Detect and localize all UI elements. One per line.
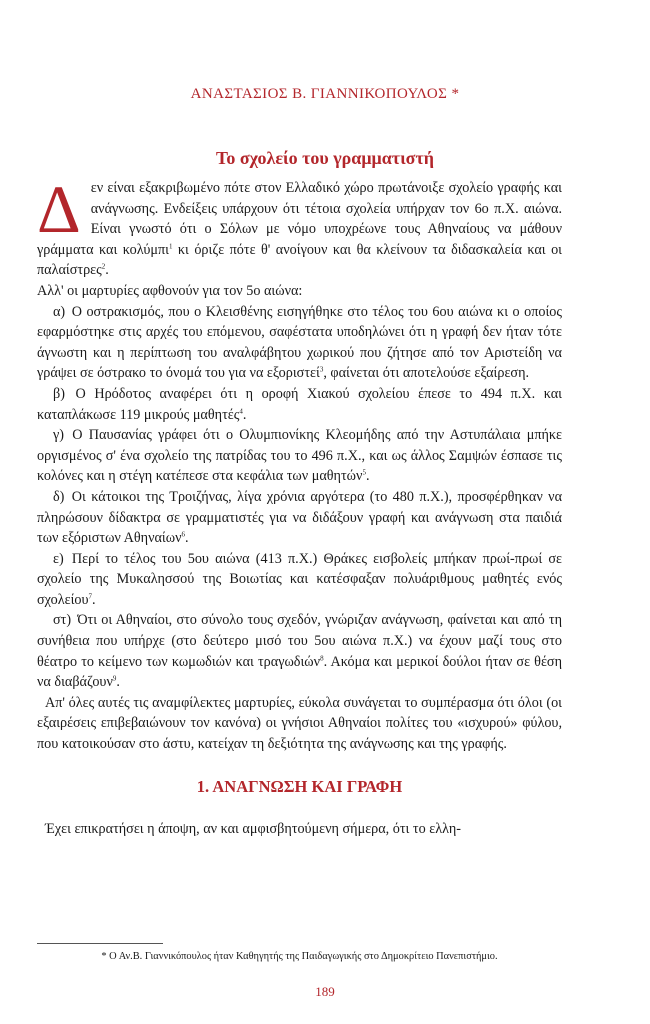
author-name: ΑΝΑΣΤΑΣΙΟΣ Β. ΓΙΑΝΝΙΚΟΠΟΥΛΟΣ * [190,86,460,102]
list-item-label: στ) [53,612,72,629]
footnote-ref-5[interactable]: 5 [362,468,366,477]
list-item-label: δ) [53,488,65,505]
article-title: Το σχολείο του γραμματιστή [216,148,434,168]
list-item-text: Οι κάτοικοι της Τροιζήνας, λίγα χρόνια αργότερα (το 480 π.Χ.), προσφέρθηκαν να πληρώσουν δίδακτρα σε γραμματιστές για να διδάξουν γραφή και ανάγνωση στα παιδιά των εξόριστων Αθηναίων [37,488,562,547]
list-item-label: α) [53,303,66,320]
footnote-ref-4[interactable]: 4 [239,406,243,415]
footnote-ref-1[interactable]: 1 [168,242,173,251]
footnote-ref-9[interactable]: 9 [112,674,117,683]
intro-text-a: εν είναι εξακριβωμένο πότε στον Ελλαδικό χώρο πρωτάνοιξε σχολείο γραφής και ανάγνωσης. Ενδείξεις υπάρχουν ότι τέτοια σχολεία υπήρχαν τον 6ο π.Χ. αιώνα. Είναι γνωστό ότι ο Σόλων με νόμο υποχρέωνε τους Αθηναίους να μάθουν γράμματα και κολύμπι [37,180,562,258]
list-item-d [37,487,562,549]
list-item-st [37,610,562,692]
list-item-text-mid: . Ακόμα και μερικοί δούλοι ήταν σε θέση να διαβάζουν [37,653,562,691]
list-item-text-end: , φαίνεται ότι αποτελούσε εξαίρεση. [323,365,530,382]
intro-text-c: . [105,262,109,279]
list-item-label: β) [53,385,65,402]
list-item-text: Ο οστρακισμός, που ο Κλεισθένης εισηγήθηκε στο τέλος του 6ου αιώνα κι ο οποίος εφαρμόστηκε στις αρχές του επόμενου, σαφέστατα υποδηλώνει ότι η γραφή δεν ήταν τότε άγνωστη και η περίπτωση του αναλφάβητου χωρικού που ζήτησε από τον Αριστείδη να γράψει σε όστρακο το όνομά του για να εξοριστεί [37,303,563,382]
intro-line-2: Αλλ' οι μαρτυρίες αφθονούν για τον 5ο αιώνα: [37,282,303,299]
list-item-c [37,425,562,487]
list-item-a [37,302,562,384]
intro-paragraph [37,171,562,281]
page-number: 189 [315,984,335,999]
list-item-text-end: . [185,530,189,547]
drop-cap: Δ [37,171,81,247]
list-item-b [37,384,562,425]
list-item-text: Ότι οι Αθηναίοι, στο σύνολο τους σχεδόν, γνώριζαν ανάγνωση, φαίνεται και από τη συνήθεια που υπήρχε (στο δεύτερο μισό του 5ου αιώνα π.Χ.) να έχουν μαζί τους στο θέατρο το κείμενο των κωμωδιών και τραγωδιών [37,612,562,670]
section-heading: 1. ΑΝΑΓΝΩΣΗ ΚΑΙ ΓΡΑΦΗ [196,776,403,796]
list-item-text-end: . [242,406,247,423]
footnote-ref-8[interactable]: 8 [320,653,324,662]
list-item-text: Περί το τέλος του 5ου αιώνα (413 π.Χ.) Θράκες εισβολείς μπήκαν πρωί-πρωί σε σχολείο της Μυκαλησσού της Βοιωτίας και κατέσφαξαν πολυάριθμους μαθητές ενός σχολείου [37,550,562,608]
footnote-ref-3[interactable]: 3 [319,365,324,374]
article-body [37,171,563,840]
footnote-divider [37,943,163,944]
list-item-text-end: . [92,591,96,608]
list-item-text-end: . [365,468,370,485]
list-item-label: γ) [53,427,64,444]
list-item-text: Ο Ηρόδοτος αναφέρει ότι η οροφή Χιακού σχολείου έπεσε το 494 π.Χ. και καταπλάκωσε 119 μικρούς μαθητές [37,385,562,423]
footnote-ref-7[interactable]: 7 [88,592,92,601]
list-item-e [37,549,562,611]
list-item-label: ε) [53,550,64,567]
list-item-text-end: . [116,674,120,691]
list-item-text: Ο Παυσανίας γράφει ότι ο Ολυμπιονίκης Κλεομήδης από την Αστυπάλαια μπήκε οργισμένος σ' ένα σχολείο της πατρίδας του το 496 π.Χ., και ως άλλος Σαμψών έσπασε τις κολόνες και η στέγη κατέπεσε στα κεφάλια των μαθητών [37,427,563,485]
footnote: * Ο Αν.Β. Γιαννικόπουλος ήταν Καθηγητής της Παιδαγωγικής στο Δημοκρίτειο Πανεπιστήμιο. [101,951,498,962]
footnote-ref-2[interactable]: 2 [101,262,106,271]
section-first-line: Έχει επικρατήσει η άποψη, αν και αμφισβητούμενη σήμερα, ότι το ελλη- [45,821,461,838]
intro-text-b: κι όριζε πότε θ' ανοίγουν και θα κλείνουν τα διδασκαλεία και οι παλαίστρες [37,241,562,279]
footnote-ref-6[interactable]: 6 [181,530,185,539]
conclusion-paragraph: Απ' όλες αυτές τις αναμφίλεκτες μαρτυρίες, εύκολα συνάγεται το συμπέρασμα ότι όλοι (οι εξαιρέσεις επιβεβαιώνουν τον κανόνα) οι γνήσιοι Αθηναίοι πολίτες του «ισχυρού» φύλου, που κατοικούσαν στο άστυ, κατείχαν τη δεξιότητα της ανάγνωσης και της γραφής. [37,694,562,753]
